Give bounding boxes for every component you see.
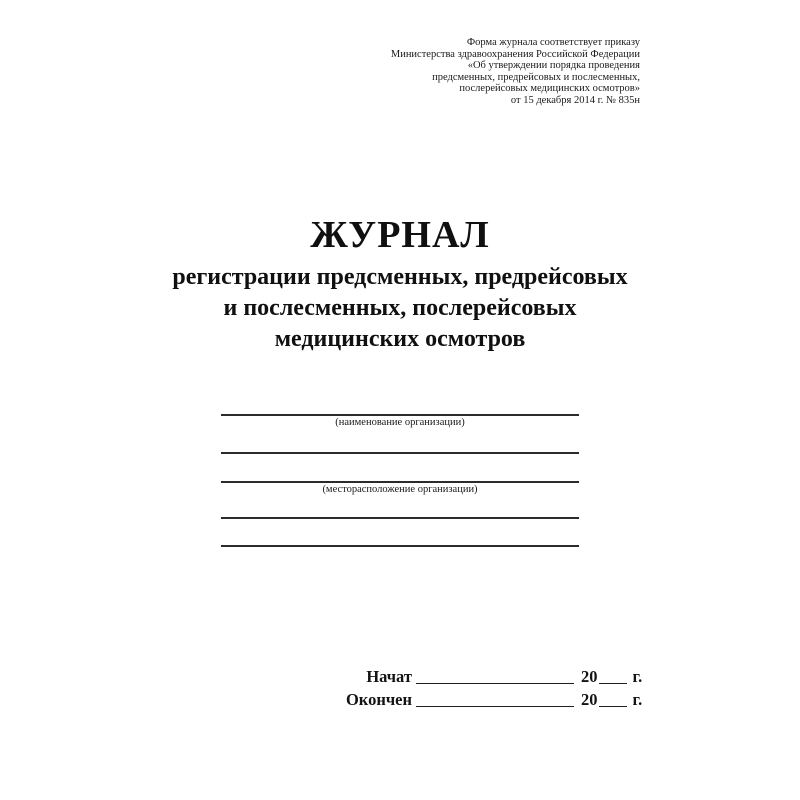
finished-year-prefix: 20: [581, 690, 598, 709]
note-line-2: Министерства здравоохранения Российской Федерации: [390, 48, 640, 60]
started-label: Начат: [366, 667, 412, 686]
org-name-caption: (наименование организации): [335, 417, 465, 428]
subtitle-line-2: и послесменных, послерейсовых: [223, 295, 577, 321]
finished-year-suffix: г.: [632, 690, 643, 709]
finished-date-row: [340, 690, 652, 709]
org-name-fill-line: [221, 414, 579, 416]
org-location-fill-line-3: [221, 545, 579, 547]
org-location-fill-line-2: [221, 517, 579, 519]
finished-label: Окончен: [345, 690, 412, 709]
note-line-5: послерейсовых медицинских осмотров»: [459, 83, 640, 95]
started-year-fill-line: [599, 683, 627, 684]
subtitle-line-3: медицинских осмотров: [274, 326, 526, 352]
note-line-3: «Об утверждении порядка проведения: [467, 60, 640, 72]
regulatory-order-note: [391, 37, 640, 107]
started-year-prefix: 20: [581, 667, 598, 686]
journal-title: ЖУРНАЛ: [310, 214, 490, 256]
started-year-suffix: г.: [632, 667, 643, 686]
started-date-fill-line: [416, 683, 574, 684]
org-name-fill-line-2: [221, 452, 579, 454]
journal-subtitle: [0, 262, 800, 355]
started-date-row: [340, 667, 652, 686]
org-location-fill-line: [221, 481, 579, 483]
note-line-1: Форма журнала соответствует приказу: [466, 37, 640, 48]
org-location-caption: (месторасположение организации): [322, 484, 478, 495]
note-line-6: от 15 декабря 2014 г. № 835н: [510, 94, 640, 106]
note-line-4: предсменных, предрейсовых и послесменных,: [432, 71, 640, 83]
finished-date-fill-line: [416, 706, 574, 707]
finished-year-fill-line: [599, 706, 627, 707]
subtitle-line-1: регистрации предсменных, предрейсовых: [172, 264, 628, 290]
